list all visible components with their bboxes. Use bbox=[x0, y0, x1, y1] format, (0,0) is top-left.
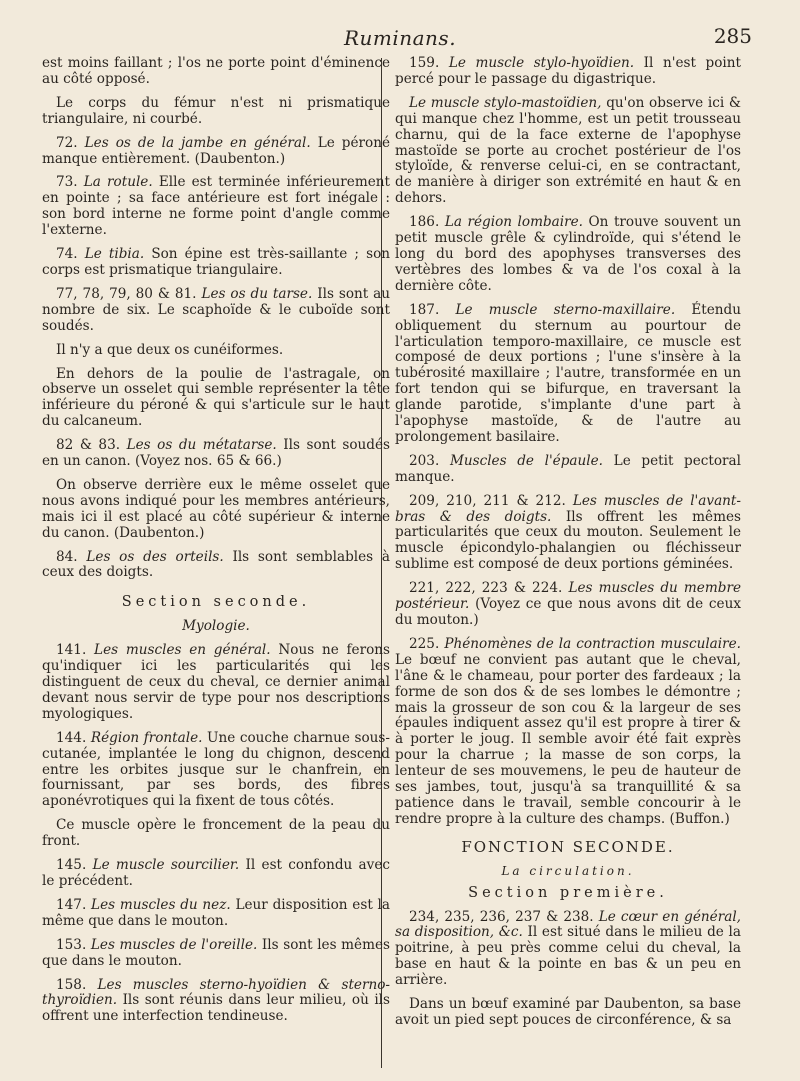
subsection-heading: Myologie. bbox=[182, 618, 250, 635]
section-heading: Section seconde. bbox=[121, 594, 311, 611]
article-text: Ils sont les mêmes que dans le mouton. bbox=[42, 936, 391, 969]
article-text: Il n'est point percé pour le passage du digastrique. bbox=[395, 55, 741, 87]
article-text: Étendu obliquement du sternum au pourtour de l'articulation temporo-maxillaire, ce muscle est composé de deux portions ; l'une s'insère à la tubérosité maxillaire ; l'autre, transformée en un fort tendon qui se bifurque, en traversant la glande parotide, s'implante d'une part à l'apophyse mastoïde, & de l'autre au prolongement basilaire. bbox=[395, 301, 742, 445]
paragraph bbox=[42, 247, 390, 279]
paragraph bbox=[42, 858, 390, 890]
paragraph bbox=[395, 581, 741, 629]
article-text: Le bœuf ne convient pas autant que le cheval, l'âne & le chameau, pour porter des fardeaux ; la forme de son dos & de ses lombes le démontre ; mais la grosseur de son cou & la largeur de ses épaules indiquent assez qu'il est propre à tirer & à porter le joug. Il semble avoir été fait exprès pour la charrue ; la masse de son corps, la lenteur de ses mouvemens, le peu de hauteur de ses jambes, tout, jusqu'à sa tranquillité & sa patience dans le travail, semble concourir à le rendre propre à la culture des champs. (Buffon.) bbox=[395, 651, 741, 827]
article-number: 203. bbox=[409, 452, 440, 469]
function-heading: FONCTION SECONDE. bbox=[461, 837, 675, 856]
article-number: 225. bbox=[409, 635, 440, 652]
paragraph: est moins faillant ; l'os ne porte point d'éminence au côté opposé. bbox=[42, 55, 390, 87]
article-text: Une couche charnue sous-cutanée, implantée le long du chignon, descend entre les orbites jusque sur le chanfrein, en fournissant, par ses bords, des fibres aponévrotiques qui la fixent de tous côtés. bbox=[42, 729, 390, 810]
section-heading: Section première. bbox=[468, 884, 668, 901]
paragraph: Le corps du fémur n'est ni prismatique triangulaire, ni courbé. bbox=[42, 94, 390, 127]
article-title: Le muscle sterno-maxillaire. bbox=[455, 301, 676, 318]
article-text: Ils sont réunis dans leur milieu, où ils offrent une interfection tendineuse. bbox=[42, 992, 390, 1025]
paragraph: On observe derrière eux le même osselet que nous avons indiqué pour les membres antérieurs, mais ici il est placé au côté supérieur & interne du canon. (Daubenton.) bbox=[42, 476, 390, 541]
article-text: Ils offrent les mêmes particularités que ceux du mouton. Seulement le muscle épicondylo-phalangien ou fléchisseur sublime est composé de deux portions géminées. bbox=[395, 508, 741, 573]
article-title: Le muscle sourcilier. bbox=[92, 857, 240, 874]
left-column bbox=[42, 56, 390, 1033]
page-header bbox=[0, 22, 800, 52]
paragraph bbox=[42, 898, 390, 930]
article-title: Les muscles en général. bbox=[94, 642, 271, 659]
paragraph bbox=[42, 136, 390, 168]
paragraph bbox=[42, 938, 390, 970]
article-number: 141. bbox=[56, 642, 87, 659]
article-number: 158. bbox=[56, 976, 87, 993]
article-title: La rotule. bbox=[83, 174, 153, 191]
paragraph: Il n'y a que deux os cunéiformes. bbox=[56, 341, 284, 358]
right-column bbox=[395, 56, 741, 1037]
article-title: Les muscles de l'avant-bras & des doigts. bbox=[395, 492, 741, 525]
paragraph bbox=[395, 910, 741, 990]
article-title: Le muscle stylo-hyoïdien. bbox=[448, 55, 635, 71]
article-number: 234, 235, 236, 237 & 238. bbox=[409, 908, 594, 925]
article-text: Le péroné manque entièrement. (Daubenton.) bbox=[42, 134, 390, 167]
article-title: Les os de la jambe en général. bbox=[84, 134, 311, 151]
article-number: 73. bbox=[56, 174, 78, 191]
article-number: 77, 78, 79, 80 & 81. bbox=[56, 285, 197, 302]
paragraph: Ce muscle opère le froncement de la peau du front. bbox=[42, 817, 390, 850]
article-number: 209, 210, 211 & 212. bbox=[409, 492, 566, 509]
paragraph bbox=[395, 56, 741, 88]
article-number: 147. bbox=[56, 896, 87, 913]
article-title: Le cœur en général, sa disposition, &c. bbox=[395, 908, 741, 941]
paragraph bbox=[395, 215, 741, 295]
paragraph bbox=[42, 731, 390, 811]
article-title: Les os du tarse. bbox=[201, 285, 313, 302]
chapter-heading: La circulation. bbox=[501, 863, 635, 878]
article-number: 84. bbox=[56, 548, 78, 565]
paragraph bbox=[42, 287, 390, 335]
article-title: Les os du métatarse. bbox=[126, 437, 277, 454]
article-title: Phénomènes de la contraction musculaire. bbox=[444, 635, 741, 652]
article-text: On trouve souvent un petit muscle grêle & cylindroïde, qui s'étend le long du bord des apophyses transverses des vertèbres des lombes & va de l'os coxal à la dernière côte. bbox=[395, 214, 741, 294]
article-number: 153. bbox=[56, 936, 87, 953]
article-number: 144. bbox=[56, 729, 87, 746]
article-number: 187. bbox=[409, 301, 440, 318]
paragraph bbox=[395, 494, 741, 574]
paragraph bbox=[395, 454, 741, 486]
article-text: (Voyez ce que nous avons dit de ceux du mouton.) bbox=[395, 596, 741, 628]
paragraph bbox=[42, 438, 390, 470]
article-number: 82 & 83. bbox=[56, 437, 121, 454]
article-number: 145. bbox=[56, 857, 87, 874]
article-title: Les muscles du nez. bbox=[91, 896, 231, 913]
article-text: Nous ne ferons qu'indiquer ici les particularités qui les distinguent de ceux du cheval, ce dernier animal devant nous servir de type pour nos descriptions myologiques. bbox=[42, 642, 390, 722]
article-text: Ils sont semblables à ceux des doigts. bbox=[42, 548, 391, 581]
article-title: Les muscles sterno-hyoïdien & sterno-thyroïdien. bbox=[42, 976, 390, 1009]
paragraph: En dehors de la poulie de l'astragale, on observe un osselet qui semble représenter la tête inférieure du péroné & qui s'articule sur le haut du calcaneum. bbox=[42, 365, 390, 430]
article-text: Leur disposition est la même que dans le mouton. bbox=[42, 896, 390, 929]
article-text: Ils sont soudés en un canon. (Voyez nos. 65 & 66.) bbox=[42, 437, 391, 470]
paragraph bbox=[395, 96, 741, 207]
article-text: Le petit pectoral manque. bbox=[395, 452, 742, 485]
article-number: 159. bbox=[409, 55, 440, 71]
article-number: 74. bbox=[56, 246, 78, 263]
paragraph bbox=[42, 175, 390, 239]
paragraph bbox=[42, 978, 390, 1026]
paragraph bbox=[42, 550, 390, 582]
article-number: 221, 222, 223 & 224. bbox=[409, 580, 563, 597]
article-title: Région frontale. bbox=[90, 729, 203, 746]
article-text: Il est situé dans le milieu de la poitrine, à peu près comme celui du cheval, la base en haut & la pointe en bas & un peu en arrière. bbox=[395, 924, 741, 989]
article-title: Les muscles de l'oreille. bbox=[90, 936, 258, 953]
article-title: Le tibia. bbox=[84, 246, 145, 263]
article-number: 186. bbox=[409, 214, 440, 231]
article-text: Elle est terminée inférieurement en pointe ; sa face antérieure est fort inégale : son bord interne ne forme point d'angle comme l'externe. bbox=[42, 174, 391, 239]
article-text: Son épine est très-saillante ; son corps est prismatique triangulaire. bbox=[42, 246, 391, 278]
paragraph: Dans un bœuf examiné par Daubenton, sa base avoit un pied sept pouces de circonférence, & sa bbox=[395, 996, 741, 1028]
article-title: La région lombaire. bbox=[444, 214, 583, 231]
running-title: Ruminans. bbox=[343, 26, 457, 50]
page-number: 285 bbox=[713, 24, 752, 48]
article-title: Les os des orteils. bbox=[86, 548, 224, 565]
article-number: 72. bbox=[56, 134, 78, 151]
paragraph bbox=[395, 303, 741, 446]
paragraph bbox=[395, 637, 741, 828]
article-title: Muscles de l'épaule. bbox=[449, 452, 604, 469]
article-text: Ils sont au nombre de six. Le scaphoïde & le cuboïde sont soudés. bbox=[42, 285, 391, 334]
paragraph bbox=[42, 643, 390, 723]
article-text: Il est confondu avec le précédent. bbox=[42, 857, 390, 889]
article-title: Les muscles du membre postérieur. bbox=[395, 580, 741, 613]
article-text: qu'on observe ici & qui manque chez l'homme, est un petit trousseau charnu, qui de la face externe de l'apophyse mastoïde se porte au crochet postérieur de l'os styloïde, & renverse celui-ci, en se contractant, de manière à diriger son extrémité en haut & en dehors. bbox=[395, 94, 742, 207]
article-title: Le muscle stylo-mastoïdien, bbox=[409, 94, 602, 111]
